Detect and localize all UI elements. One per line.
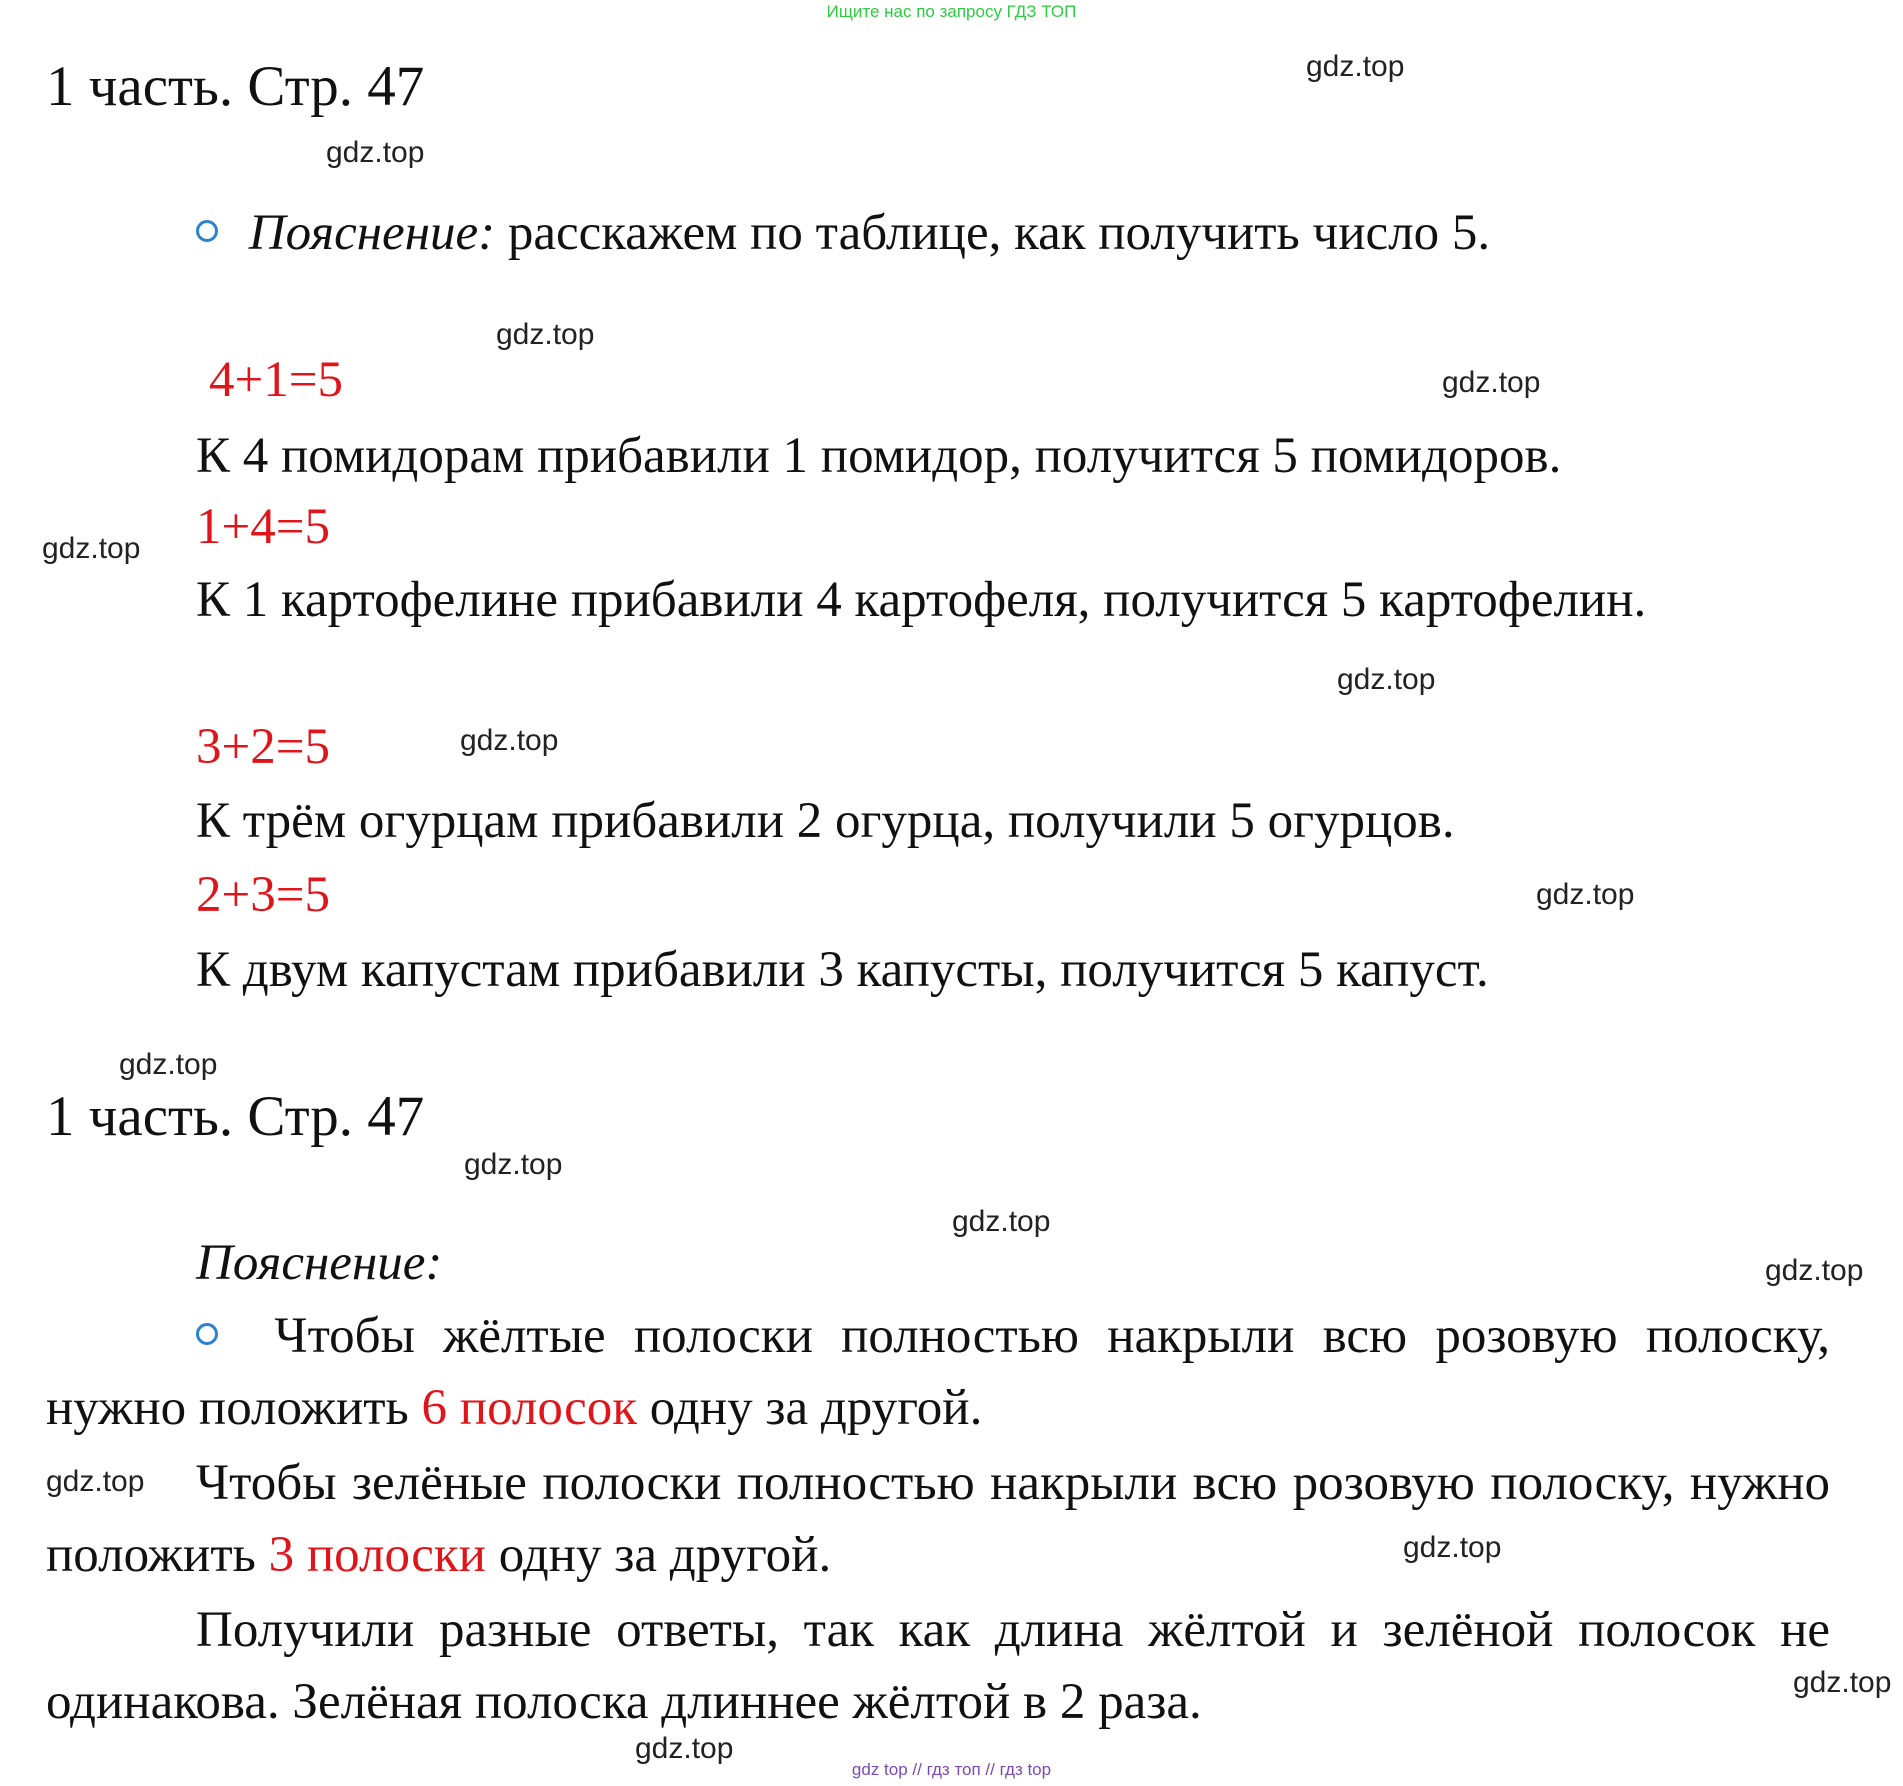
watermark: gdz.top xyxy=(1403,1531,1502,1564)
watermark: gdz.top xyxy=(496,318,595,351)
bullet-circle-icon xyxy=(196,220,218,242)
watermark: gdz.top xyxy=(1765,1254,1864,1287)
watermark: gdz.top xyxy=(42,532,141,565)
explanation-text: расскажем по таблице, как получить число 5. xyxy=(495,205,1491,261)
watermark: gdz.top xyxy=(952,1205,1051,1238)
watermark: gdz.top xyxy=(119,1048,218,1081)
para1-highlight: 6 полосок xyxy=(421,1380,638,1436)
para2-highlight: 3 полоски xyxy=(268,1527,486,1583)
watermark: gdz.top xyxy=(46,1465,145,1498)
explanation-label: Пояснение: xyxy=(248,205,496,261)
section2-heading: 1 часть. Стр. 47 xyxy=(46,1085,425,1148)
bullet-circle-icon xyxy=(196,1323,218,1345)
paragraph-green-strips xyxy=(46,1447,1830,1591)
item-text-2: К 1 картофелине прибавили 4 картофеля, получится 5 картофелин. xyxy=(196,572,1647,628)
watermark: gdz.top xyxy=(635,1732,734,1765)
section1-heading: 1 часть. Стр. 47 xyxy=(46,55,425,118)
watermark: gdz.top xyxy=(1793,1666,1892,1699)
watermark: gdz.top xyxy=(1337,663,1436,696)
equation-4: 2+3=5 xyxy=(196,867,331,923)
watermark: gdz.top xyxy=(464,1148,563,1181)
item-text-3: К трём огурцам прибавили 2 огурца, получили 5 огурцов. xyxy=(196,793,1455,849)
watermark: gdz.top xyxy=(1536,878,1635,911)
bottom-banner: gdz top // гдз топ // гдз top xyxy=(851,1760,1052,1779)
item-text-4: К двум капустам прибавили 3 капусты, получится 5 капуст. xyxy=(196,942,1489,998)
watermark: gdz.top xyxy=(1306,50,1405,83)
watermark: gdz.top xyxy=(326,136,425,169)
equation-3: 3+2=5 xyxy=(196,719,331,775)
paragraph-conclusion: Получили разные ответы, так как длина жёлтой и зелёной полосок не одинакова. Зелёная полоска длиннее жёлтой в 2 раза. xyxy=(46,1602,1830,1730)
section2-explanation-label: Пояснение: xyxy=(196,1235,443,1291)
para2-after: одну за другой. xyxy=(485,1527,832,1583)
section1-explanation xyxy=(196,205,1491,261)
equation-1: 4+1=5 xyxy=(209,352,344,408)
top-banner: Ищите нас по запросу ГДЗ ТОП xyxy=(826,2,1077,21)
watermark: gdz.top xyxy=(1442,366,1541,399)
para1-before: Чтобы жёлтые полоски полностью накрыли всю розовую полоску, нужно положить xyxy=(46,1308,1831,1436)
paragraph-yellow-strips xyxy=(46,1300,1830,1444)
para1-after: одну за другой. xyxy=(637,1380,983,1436)
equation-2: 1+4=5 xyxy=(196,499,331,555)
watermark: gdz.top xyxy=(460,724,559,757)
item-text-1: К 4 помидорам прибавили 1 помидор, получится 5 помидоров. xyxy=(196,428,1562,484)
para2-before: Чтобы зелёные полоски полностью накрыли всю розовую полоску, нужно положить xyxy=(46,1455,1830,1583)
